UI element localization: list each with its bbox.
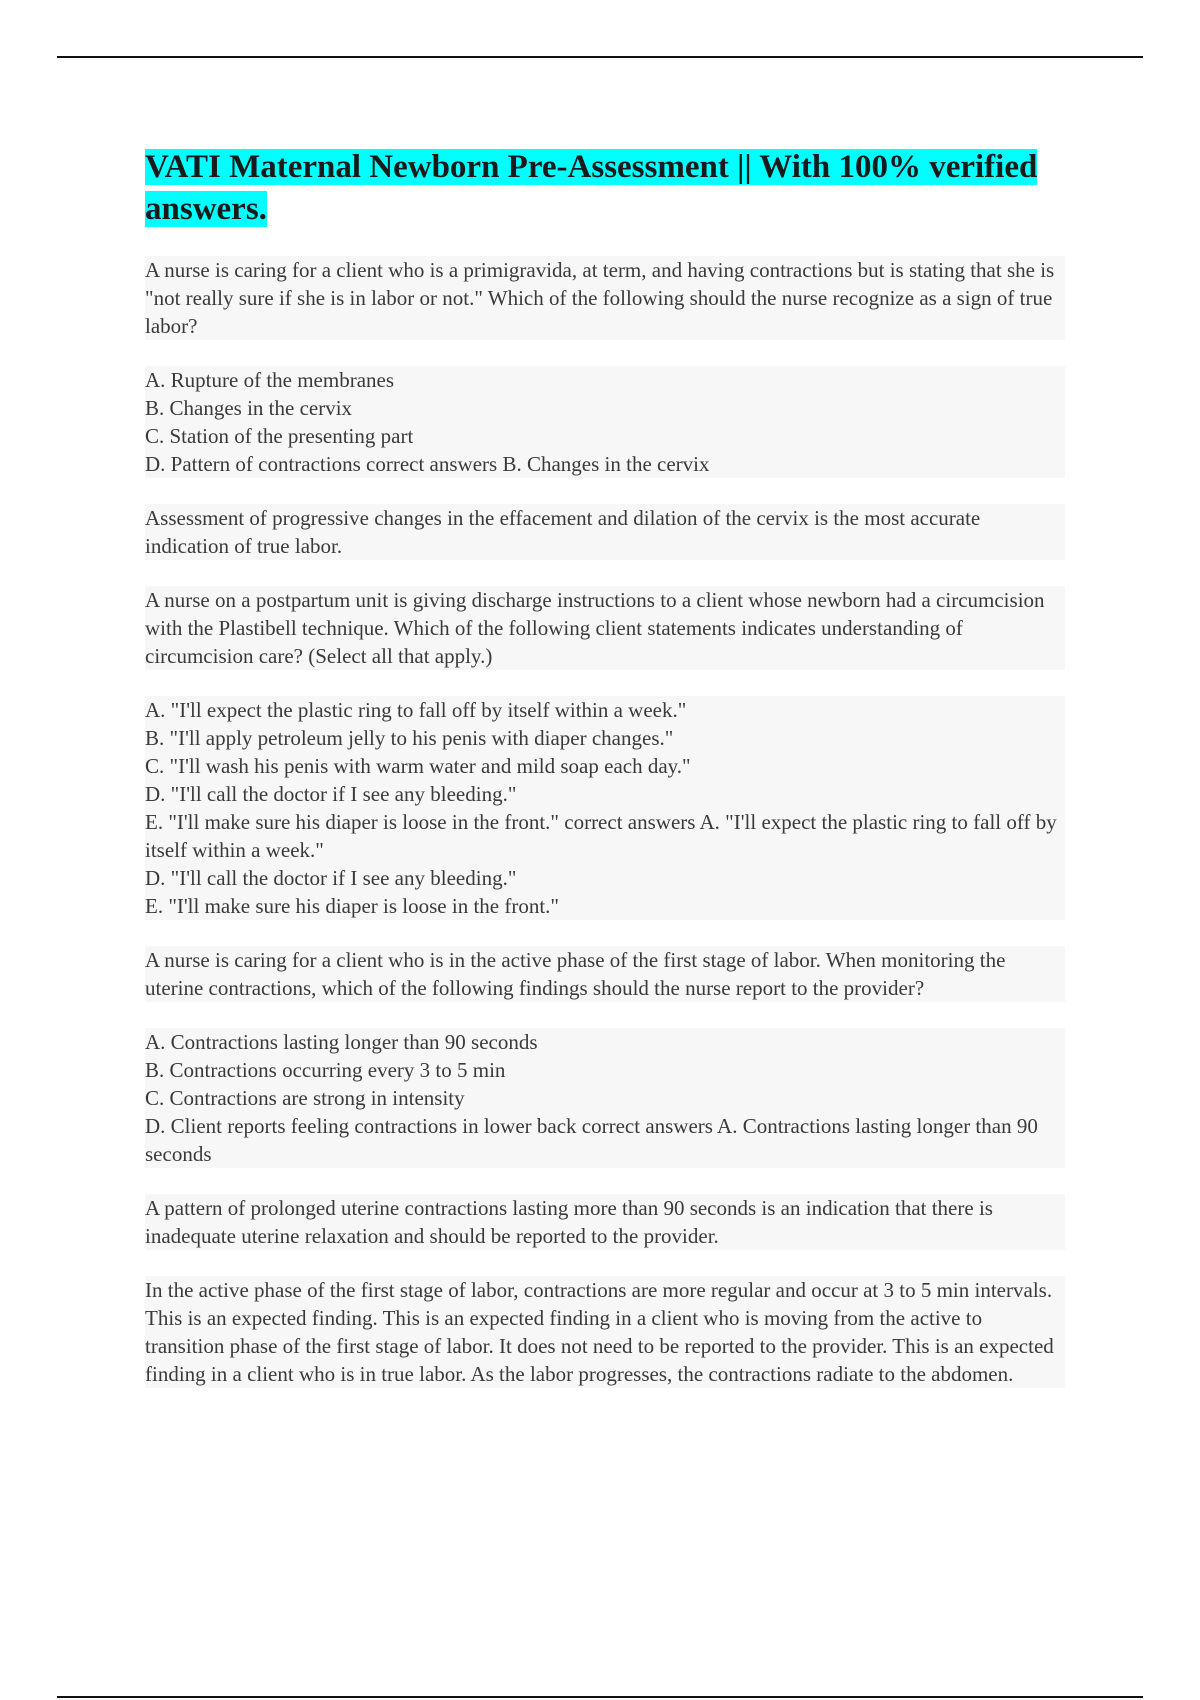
question-3-options xyxy=(145,1028,1065,1168)
option-line: C. Station of the presenting part xyxy=(145,422,1065,450)
text-line: A pattern of prolonged uterine contractions lasting more than 90 seconds is an indication that there is inadequate uterine relaxation and should be reported to the provider. xyxy=(145,1194,1065,1250)
document-body xyxy=(145,146,1065,1414)
option-line: B. Changes in the cervix xyxy=(145,394,1065,422)
question-3-rationale xyxy=(145,1194,1065,1250)
option-line: D. "I'll call the doctor if I see any bleeding." xyxy=(145,780,1065,808)
option-line: A. "I'll expect the plastic ring to fall off by itself within a week." xyxy=(145,696,1065,724)
option-line: D. Client reports feeling contractions in lower back correct answers A. Contractions lasting longer than 90 seconds xyxy=(145,1112,1065,1168)
text-line: Assessment of progressive changes in the effacement and dilation of the cervix is the most accurate indication of true labor. xyxy=(145,504,1065,560)
question-1-options xyxy=(145,366,1065,478)
question-3-stem xyxy=(145,946,1065,1002)
option-line: A. Rupture of the membranes xyxy=(145,366,1065,394)
bottom-divider xyxy=(57,1696,1143,1698)
top-divider xyxy=(57,56,1143,58)
option-line: A. Contractions lasting longer than 90 seconds xyxy=(145,1028,1065,1056)
text-line: In the active phase of the first stage of labor, contractions are more regular and occur at 3 to 5 min intervals. This is an expected finding. This is an expected finding in a client who is moving from the active to transition phase of the first stage of labor. It does not need to be reported to the provider. This is an expected finding in a client who is in true labor. As the labor progresses, the contractions radiate to the abdomen. xyxy=(145,1276,1065,1388)
text-line: A nurse is caring for a client who is in the active phase of the first stage of labor. When monitoring the uterine contractions, which of the following findings should the nurse report to the provider? xyxy=(145,946,1065,1002)
document-title xyxy=(145,146,1065,230)
question-1-rationale xyxy=(145,504,1065,560)
option-line: B. Contractions occurring every 3 to 5 min xyxy=(145,1056,1065,1084)
question-3-rationale-extended xyxy=(145,1276,1065,1388)
option-line: C. "I'll wash his penis with warm water and mild soap each day." xyxy=(145,752,1065,780)
option-line: D. "I'll call the doctor if I see any bleeding." xyxy=(145,864,1065,892)
text-line: A nurse is caring for a client who is a primigravida, at term, and having contractions but is stating that she is "not really sure if she is in labor or not." Which of the following should the nurse recognize as a sign of true labor? xyxy=(145,256,1065,340)
document-title-text: VATI Maternal Newborn Pre-Assessment || With 100% verified answers. xyxy=(145,149,1038,227)
question-1-stem xyxy=(145,256,1065,340)
question-2-stem xyxy=(145,586,1065,670)
question-2-options xyxy=(145,696,1065,920)
option-line: E. "I'll make sure his diaper is loose in the front." correct answers A. "I'll expect the plastic ring to fall off by itself within a week." xyxy=(145,808,1065,864)
option-line: E. "I'll make sure his diaper is loose in the front." xyxy=(145,892,1065,920)
option-line: B. "I'll apply petroleum jelly to his penis with diaper changes." xyxy=(145,724,1065,752)
option-line: D. Pattern of contractions correct answers B. Changes in the cervix xyxy=(145,450,1065,478)
option-line: C. Contractions are strong in intensity xyxy=(145,1084,1065,1112)
text-line: A nurse on a postpartum unit is giving discharge instructions to a client whose newborn had a circumcision with the Plastibell technique. Which of the following client statements indicates understanding of circumcision care? (Select all that apply.) xyxy=(145,586,1065,670)
